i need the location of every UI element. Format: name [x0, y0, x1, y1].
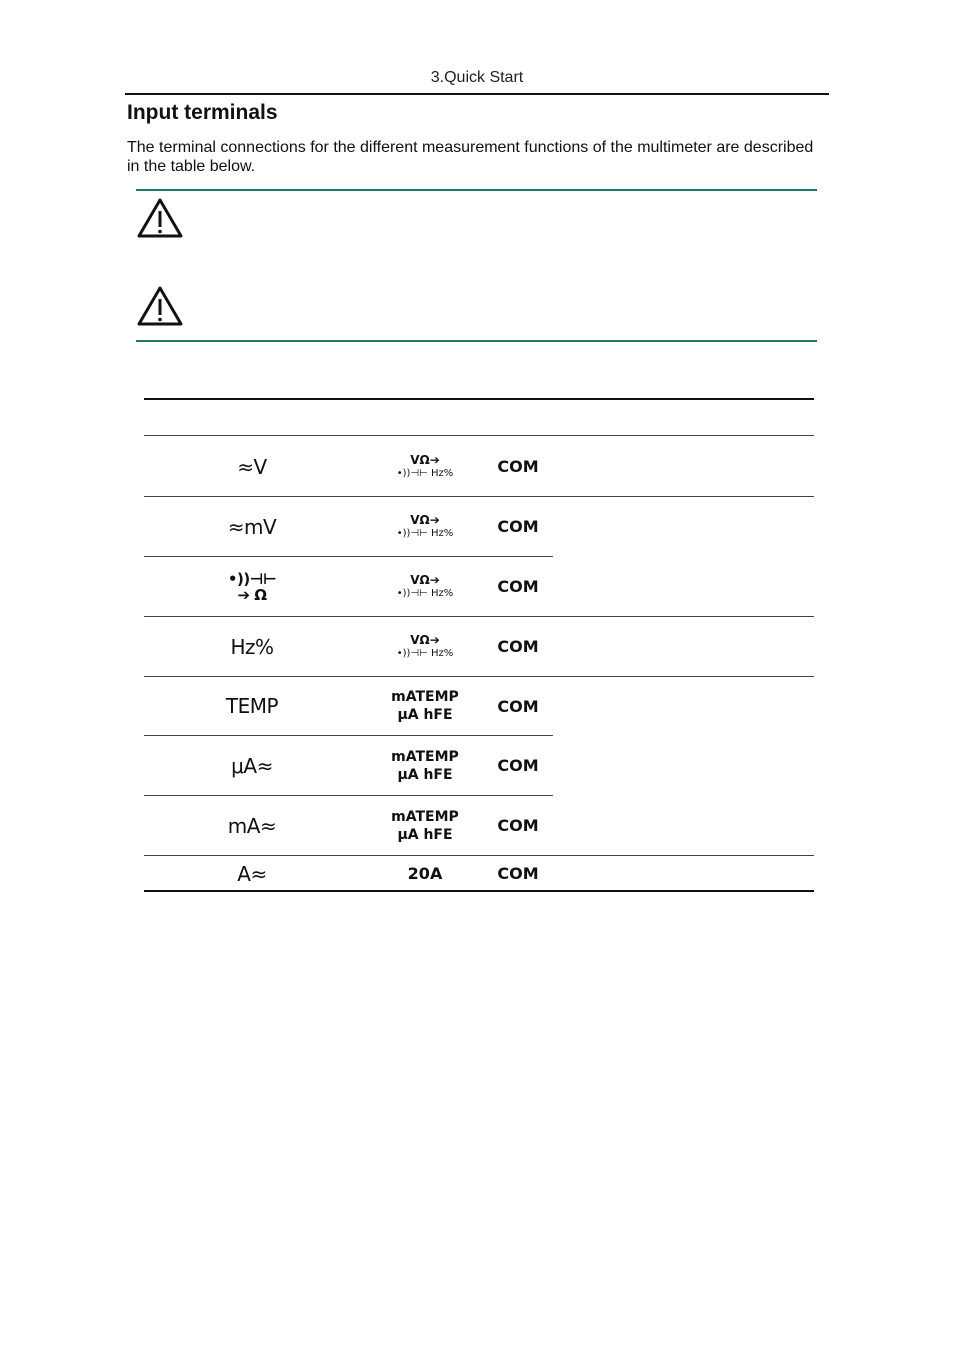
com-cell: COM [497, 517, 539, 536]
terminal-line-2: μA hFE [397, 707, 453, 723]
com-cell: COM [497, 577, 539, 596]
warning-triangle-icon [136, 197, 184, 239]
terminal-line-2: •))⊣⊢ Hz% [396, 647, 454, 659]
intro-paragraph: The terminal connections for the different measurement functions of the multimeter are described in the table below. [127, 139, 814, 175]
terminal-line-1: VΩ➔ [410, 632, 440, 647]
function-cell: mA≈ [227, 813, 277, 838]
terminal-line-1: VΩ➔ [410, 452, 440, 467]
function-cell: A≈ [237, 861, 267, 886]
terminal-line-2: μA hFE [397, 826, 453, 843]
terminal-line-1: VΩ➔ [410, 572, 440, 587]
terminal-cell [360, 437, 490, 496]
header-rule [125, 93, 829, 95]
function-cell: ≈mV [227, 514, 277, 539]
terminal-cell: 20A [407, 864, 443, 883]
table-header-rule [144, 435, 814, 436]
terminal-line-2: •))⊣⊢ Hz% [396, 527, 454, 539]
com-cell: COM [497, 696, 539, 716]
com-cell: COM [497, 864, 539, 883]
com-cell: COM [497, 457, 539, 476]
terminal-line-2: •))⊣⊢ Hz% [396, 587, 454, 599]
terminal-line-1: mATEMP [391, 748, 459, 765]
terminal-line-2: μA hFE [397, 766, 453, 783]
terminal-line-2: •))⊣⊢ Hz% [396, 467, 454, 479]
terminal-cell [360, 617, 490, 676]
function-line-2: ➔ Ω [237, 585, 267, 604]
notice-top-rule [136, 189, 817, 191]
com-cell: COM [497, 816, 539, 835]
table-top-rule [144, 398, 814, 400]
function-cell: μA≈ [231, 753, 273, 778]
notice-bottom-rule [136, 340, 817, 342]
terminal-line-1: VΩ➔ [410, 512, 440, 527]
function-cell: ≈V [237, 454, 267, 479]
terminal-cell [360, 557, 490, 616]
chapter-title: 3.Quick Start [430, 69, 524, 86]
com-cell: COM [497, 637, 539, 656]
table-bottom-rule [144, 890, 814, 892]
function-cell: TEMP [225, 694, 279, 718]
warning-triangle-icon [136, 285, 184, 327]
function-cell: Hz% [230, 634, 274, 659]
section-heading: Input terminals [127, 101, 278, 124]
function-line-1: •))⊣⊢ [227, 569, 277, 588]
terminal-cell [360, 497, 490, 556]
terminal-line-1: mATEMP [391, 808, 459, 825]
terminal-cell [360, 736, 490, 795]
terminal-cell [360, 796, 490, 855]
com-cell: COM [497, 756, 539, 775]
terminal-line-1: mATEMP [391, 689, 459, 705]
terminal-cell [360, 677, 490, 735]
function-cell [144, 557, 360, 616]
